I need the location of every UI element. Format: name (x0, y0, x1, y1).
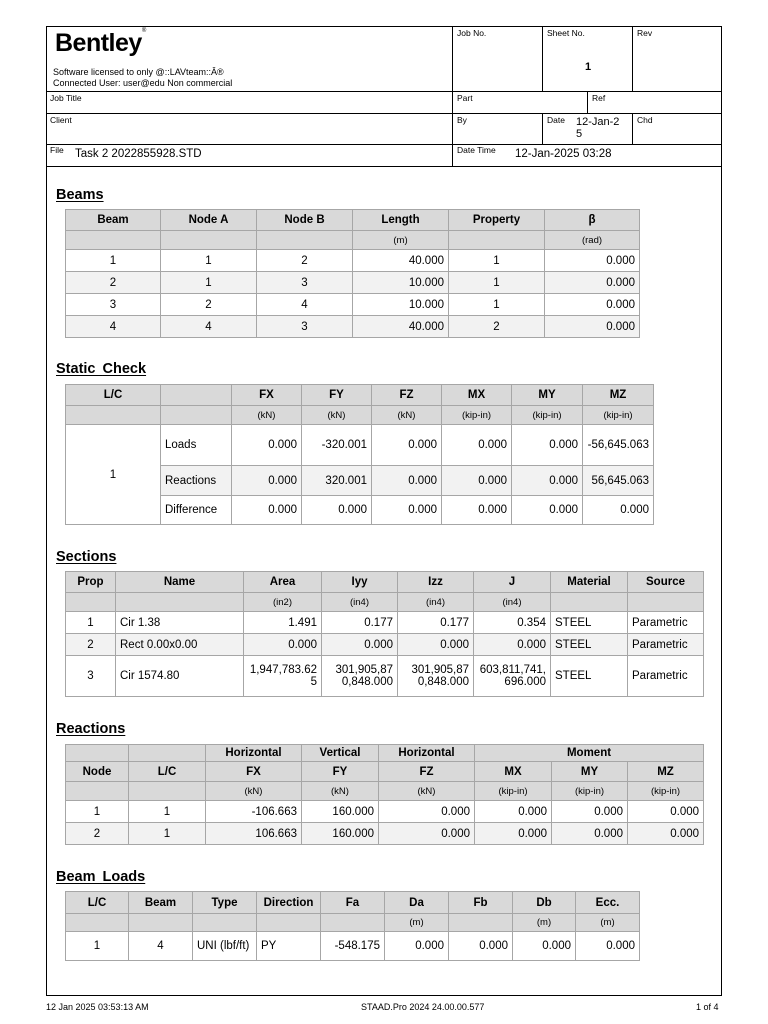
col-header: Prop (66, 572, 116, 593)
cell: 0.000 (372, 466, 442, 496)
cell: 3 (257, 316, 353, 338)
cell: 0.177 (398, 612, 474, 634)
unit-cell: (kip-in) (475, 782, 552, 801)
cell: Difference (161, 496, 232, 525)
cell: 0.000 (552, 801, 628, 823)
unit-cell (66, 782, 129, 801)
client-label: Client (50, 115, 72, 125)
cell: 0.000 (513, 932, 576, 961)
cell: 106.663 (206, 823, 302, 845)
beam-loads-heading: Beam Loads (56, 869, 146, 885)
col-header: Db (513, 892, 576, 914)
table-row (66, 656, 704, 697)
cell: 0.000 (583, 496, 654, 525)
group-header: Horizontal (379, 745, 475, 762)
col-header (161, 385, 232, 406)
cell: 0.000 (628, 823, 704, 845)
cell: 40.000 (353, 250, 449, 272)
table-row (66, 272, 640, 294)
table-row (66, 316, 640, 338)
footer-page-number: 1 of 4 (696, 1002, 719, 1012)
cell: 0.000 (474, 634, 551, 656)
unit-cell (449, 231, 545, 250)
cell: 0.000 (322, 634, 398, 656)
unit-cell (321, 914, 385, 932)
cell: STEEL (551, 656, 628, 697)
unit-cell: (in4) (474, 593, 551, 612)
reactions-table (65, 744, 704, 845)
cell: 1.491 (244, 612, 322, 634)
col-header: L/C (66, 892, 129, 914)
cell: 0.000 (302, 496, 372, 525)
unit-cell (129, 782, 206, 801)
unit-cell: (kN) (302, 782, 379, 801)
unit-cell: (kip-in) (442, 406, 512, 425)
static-check-heading: Static Check (56, 361, 147, 377)
cell: 1 (66, 250, 161, 272)
col-header: FZ (379, 762, 475, 782)
group-header (66, 745, 129, 762)
cell: 2 (66, 272, 161, 294)
unit-cell: (kip-in) (512, 406, 583, 425)
sections-heading: Sections (56, 549, 117, 565)
unit-cell: (in4) (322, 593, 398, 612)
cell: 0.000 (552, 823, 628, 845)
col-header: L/C (66, 385, 161, 406)
cell: 4 (129, 932, 193, 961)
cell: Parametric (628, 612, 704, 634)
cell: 10.000 (353, 272, 449, 294)
col-header: Da (385, 892, 449, 914)
cell: 0.000 (449, 932, 513, 961)
footer-software-version: STAAD.Pro 2024 24.00.00.577 (361, 1002, 485, 1012)
unit-cell (66, 914, 129, 932)
col-header: Source (628, 572, 704, 593)
unit-cell: (m) (385, 914, 449, 932)
cell: 2 (449, 316, 545, 338)
cell: 0.000 (475, 823, 552, 845)
date-label: Date (547, 115, 565, 125)
cell: -56,645.063 (583, 425, 654, 466)
job-title-label: Job Title (50, 93, 82, 103)
unit-cell (66, 231, 161, 250)
footer-timestamp: 12 Jan 2025 03:53:13 AM (46, 1002, 149, 1012)
table-row (66, 250, 640, 272)
col-header: Izz (398, 572, 474, 593)
col-header: MY (552, 762, 628, 782)
cell: 0.000 (512, 466, 583, 496)
part-label: Part (457, 93, 473, 103)
group-header: Moment (475, 745, 704, 762)
unit-cell: (rad) (545, 231, 640, 250)
beams-table (65, 209, 640, 338)
bentley-logo: Bentley® (55, 27, 146, 57)
col-header: Material (551, 572, 628, 593)
cell: -548.175 (321, 932, 385, 961)
cell: UNI (lbf/ft) (193, 932, 257, 961)
cell: 0.000 (512, 496, 583, 525)
cell: 0.000 (244, 634, 322, 656)
cell: 301,905,870,848.000 (398, 656, 474, 697)
table-row (66, 823, 704, 845)
cell: 0.000 (372, 496, 442, 525)
cell: 0.000 (442, 466, 512, 496)
unit-cell (257, 231, 353, 250)
cell: Cir 1574.80 (116, 656, 244, 697)
cell: 2 (66, 634, 116, 656)
cell: STEEL (551, 612, 628, 634)
cell: 160.000 (302, 823, 379, 845)
col-header: Direction (257, 892, 321, 914)
job-no-label: Job No. (457, 28, 487, 38)
unit-cell (449, 914, 513, 932)
file-value: Task 2 2022855928.STD (75, 148, 202, 160)
cell: 0.000 (385, 932, 449, 961)
cell: 0.354 (474, 612, 551, 634)
col-header: MY (512, 385, 583, 406)
sections-table (65, 571, 704, 697)
col-header: MZ (583, 385, 654, 406)
cell: 4 (161, 316, 257, 338)
col-header: Node B (257, 210, 353, 231)
cell: 0.000 (232, 466, 302, 496)
col-header: MX (475, 762, 552, 782)
cell: Cir 1.38 (116, 612, 244, 634)
col-header: MX (442, 385, 512, 406)
cell: 3 (257, 272, 353, 294)
unit-cell (551, 593, 628, 612)
cell: 0.000 (576, 932, 640, 961)
cell: 2 (66, 823, 129, 845)
cell: 1 (129, 823, 206, 845)
cell: Parametric (628, 634, 704, 656)
cell: 4 (257, 294, 353, 316)
col-header: Node (66, 762, 129, 782)
cell: Loads (161, 425, 232, 466)
col-header: Length (353, 210, 449, 231)
cell: 2 (161, 294, 257, 316)
cell: -106.663 (206, 801, 302, 823)
file-label: File (50, 145, 64, 155)
connected-user-line: Connected User: user@edu Non commercial (53, 78, 233, 88)
cell: 0.000 (379, 823, 475, 845)
cell: Reactions (161, 466, 232, 496)
col-header: β (545, 210, 640, 231)
cell: 160.000 (302, 801, 379, 823)
table-row (66, 801, 704, 823)
table-row (66, 294, 640, 316)
date-time-label: Date Time (457, 145, 496, 155)
cell: 603,811,741,696.000 (474, 656, 551, 697)
cell: 0.000 (545, 250, 640, 272)
ref-label: Ref (592, 93, 606, 103)
col-header: Fa (321, 892, 385, 914)
cell: 0.000 (545, 316, 640, 338)
unit-cell: (kip-in) (552, 782, 628, 801)
cell: 0.000 (372, 425, 442, 466)
cell: STEEL (551, 634, 628, 656)
lc-cell: 1 (66, 425, 161, 525)
cell: 1 (129, 801, 206, 823)
unit-cell: (kip-in) (583, 406, 654, 425)
cell: 0.000 (545, 294, 640, 316)
cell: 0.000 (512, 425, 583, 466)
cell: 2 (257, 250, 353, 272)
col-header: FZ (372, 385, 442, 406)
col-header: J (474, 572, 551, 593)
col-header: FX (232, 385, 302, 406)
cell: 1 (449, 250, 545, 272)
cell: Rect 0.00x0.00 (116, 634, 244, 656)
cell: Parametric (628, 656, 704, 697)
reactions-heading: Reactions (56, 721, 126, 737)
cell: 0.177 (322, 612, 398, 634)
chd-label: Chd (637, 115, 653, 125)
cell: 40.000 (353, 316, 449, 338)
col-header: L/C (129, 762, 206, 782)
cell: 3 (66, 656, 116, 697)
col-header: Fb (449, 892, 513, 914)
cell: 0.000 (475, 801, 552, 823)
cell: 3 (66, 294, 161, 316)
col-header: Area (244, 572, 322, 593)
unit-cell: (kN) (302, 406, 372, 425)
col-header: FY (302, 762, 379, 782)
beams-heading: Beams (56, 187, 104, 203)
by-label: By (457, 115, 467, 125)
cell: 301,905,870,848.000 (322, 656, 398, 697)
unit-cell (161, 231, 257, 250)
cell: 1 (161, 272, 257, 294)
unit-cell: (in4) (398, 593, 474, 612)
col-header: Ecc. (576, 892, 640, 914)
unit-cell: (kN) (379, 782, 475, 801)
table-row (66, 612, 704, 634)
cell: 4 (66, 316, 161, 338)
cell: 56,645.063 (583, 466, 654, 496)
cell: 1 (66, 932, 129, 961)
col-header: FY (302, 385, 372, 406)
col-header: Name (116, 572, 244, 593)
table-row (66, 932, 640, 961)
unit-cell: (m) (513, 914, 576, 932)
cell: 320.001 (302, 466, 372, 496)
col-header: Type (193, 892, 257, 914)
date-value: 12-Jan-25 (576, 116, 620, 140)
unit-cell: (kip-in) (628, 782, 704, 801)
cell: 1 (66, 612, 116, 634)
table-row (66, 634, 704, 656)
unit-cell (628, 593, 704, 612)
cell: 0.000 (442, 425, 512, 466)
cell: 1 (449, 272, 545, 294)
cell: 1 (449, 294, 545, 316)
unit-cell: (m) (353, 231, 449, 250)
unit-cell: (kN) (206, 782, 302, 801)
col-header: Beam (66, 210, 161, 231)
col-header: MZ (628, 762, 704, 782)
unit-cell: (in2) (244, 593, 322, 612)
col-header: Node A (161, 210, 257, 231)
group-header: Horizontal (206, 745, 302, 762)
cell: 1 (66, 801, 129, 823)
unit-cell (66, 406, 161, 425)
unit-cell (66, 593, 116, 612)
cell: PY (257, 932, 321, 961)
sheet-no-label: Sheet No. (547, 28, 585, 38)
unit-cell (129, 914, 193, 932)
col-header: Iyy (322, 572, 398, 593)
cell: 0.000 (232, 496, 302, 525)
cell: 10.000 (353, 294, 449, 316)
cell: 0.000 (398, 634, 474, 656)
unit-cell: (kN) (372, 406, 442, 425)
cell: 0.000 (442, 496, 512, 525)
table-row (66, 425, 654, 466)
cell: 1 (161, 250, 257, 272)
col-header: Beam (129, 892, 193, 914)
cell: 0.000 (628, 801, 704, 823)
beam-loads-table (65, 891, 640, 961)
group-header (129, 745, 206, 762)
unit-cell (193, 914, 257, 932)
sheet-no-value: 1 (585, 61, 592, 73)
cell: -320.001 (302, 425, 372, 466)
license-line: Software licensed to only @::LAVteam::Â® (53, 67, 224, 77)
unit-cell: (m) (576, 914, 640, 932)
unit-cell (116, 593, 244, 612)
col-header: Property (449, 210, 545, 231)
unit-cell: (kN) (232, 406, 302, 425)
col-header: FX (206, 762, 302, 782)
date-time-value: 12-Jan-2025 03:28 (515, 148, 612, 160)
unit-cell (257, 914, 321, 932)
cell: 0.000 (545, 272, 640, 294)
license-info (53, 67, 232, 89)
cell: 0.000 (379, 801, 475, 823)
unit-cell (161, 406, 232, 425)
rev-label: Rev (637, 28, 653, 38)
cell: 1,947,783.625 (244, 656, 322, 697)
cell: 0.000 (232, 425, 302, 466)
static-check-table (65, 384, 654, 525)
group-header: Vertical (302, 745, 379, 762)
